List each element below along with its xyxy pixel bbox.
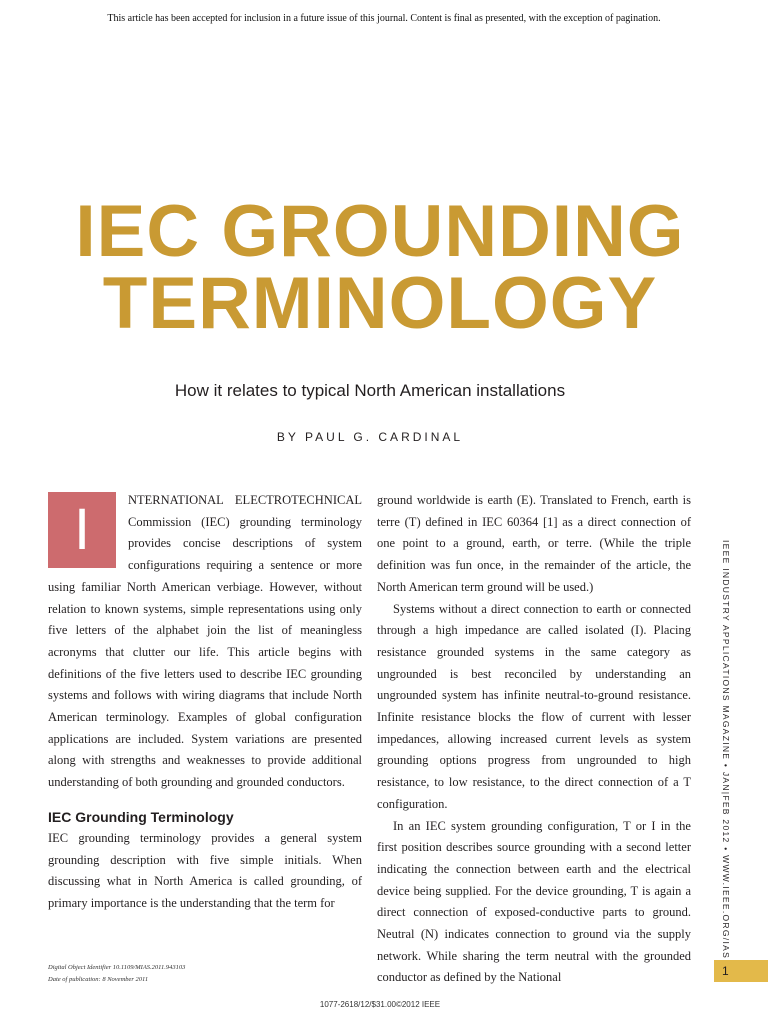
magazine-sidebar: IEEE INDUSTRY APPLICATIONS MAGAZINE • JAN|FEB 2012 • WWW.IEEE.ORG/IAS: [721, 540, 731, 960]
doi-line: Digital Object Identifier 10.1109/MIAS.2011.943103: [48, 964, 186, 971]
section-paragraph: IEC grounding terminology provides a general system grounding description with five simple initials. When discussing what in North America is called grounding, of primary importance is the understanding that the term for: [48, 830, 362, 910]
right-paragraph-3: In an IEC system grounding configuration, T or I in the first position describes source grounding with a second letter indicating the connection between earth and the electrical device being supplied. For the device grounding, T is again a direct connection of exposed-conductive parts to ground. Neutral (N) indicates connection to ground via the supply network. While sharing the term neutral with the grounded conductor as defined by the National: [377, 818, 691, 985]
issn-line: 1077-2618/12/$31.00©2012 IEEE: [319, 1000, 441, 1009]
section-heading: IEC Grounding Terminology: [48, 808, 234, 825]
author-byline: BY PAUL G. CARDINAL: [276, 430, 464, 444]
right-paragraph-1: ground worldwide is earth (E). Translated to French, earth is terre (T) defined in IEC 60364 [1] as a direct connection of one point to a ground, earth, or terre. (While the triple definition was fun once, in the remainder of the article, the North American term ground will be used.): [377, 493, 691, 594]
right-paragraph-2: Systems without a direct connection to earth or connected through a high impedance are called isolated (I). Placing resistance grounded systems in the same category as ungrounded is best reconciled by understanding an ungrounded system has infinite neutral-to-ground resistance. Infinite resistance blocks the flow of current with lesser impedances, allowing increased current levels as system grounding options progress from ungrounded to high resistance, to low resistance, to the direct connection of a T configuration.: [377, 601, 691, 811]
left-column: [48, 490, 362, 915]
drop-cap: I: [48, 492, 116, 568]
intro-paragraph: [48, 490, 362, 794]
article-title-line-1: IEC GROUNDING: [75, 191, 685, 272]
publication-date-line: Date of publication: 8 November 2011: [48, 976, 149, 983]
article-title-line-2: TERMINOLOGY: [102, 263, 658, 344]
intro-text: NTERNATIONAL ELECTROTECHNICAL Commission (IEC) grounding terminology provides concise descriptions of system configurations requiring a sentence or more using familiar North American verbiage. However, without relation to known systems, simple representations using only five letters of the alphabet join the list of meaningless acronyms that clutter our life. This article begins with definitions of the five letters used to describe IEC grounding systems and follows with wiring diagrams that include North American terminology. Examples of global configuration applications are included. System variations are presented along with strengths and weaknesses to provide additional understanding of both grounding and grounded conductors.: [48, 493, 362, 790]
acceptance-notice: This article has been accepted for inclusion in a future issue of this journal. Content is final as presented, with the exception of pagination.: [107, 13, 661, 24]
article-subtitle: How it relates to typical North American installations: [174, 381, 566, 400]
page-number-tab: 1: [714, 960, 768, 982]
footnote: [48, 962, 185, 986]
right-column: [377, 490, 691, 989]
